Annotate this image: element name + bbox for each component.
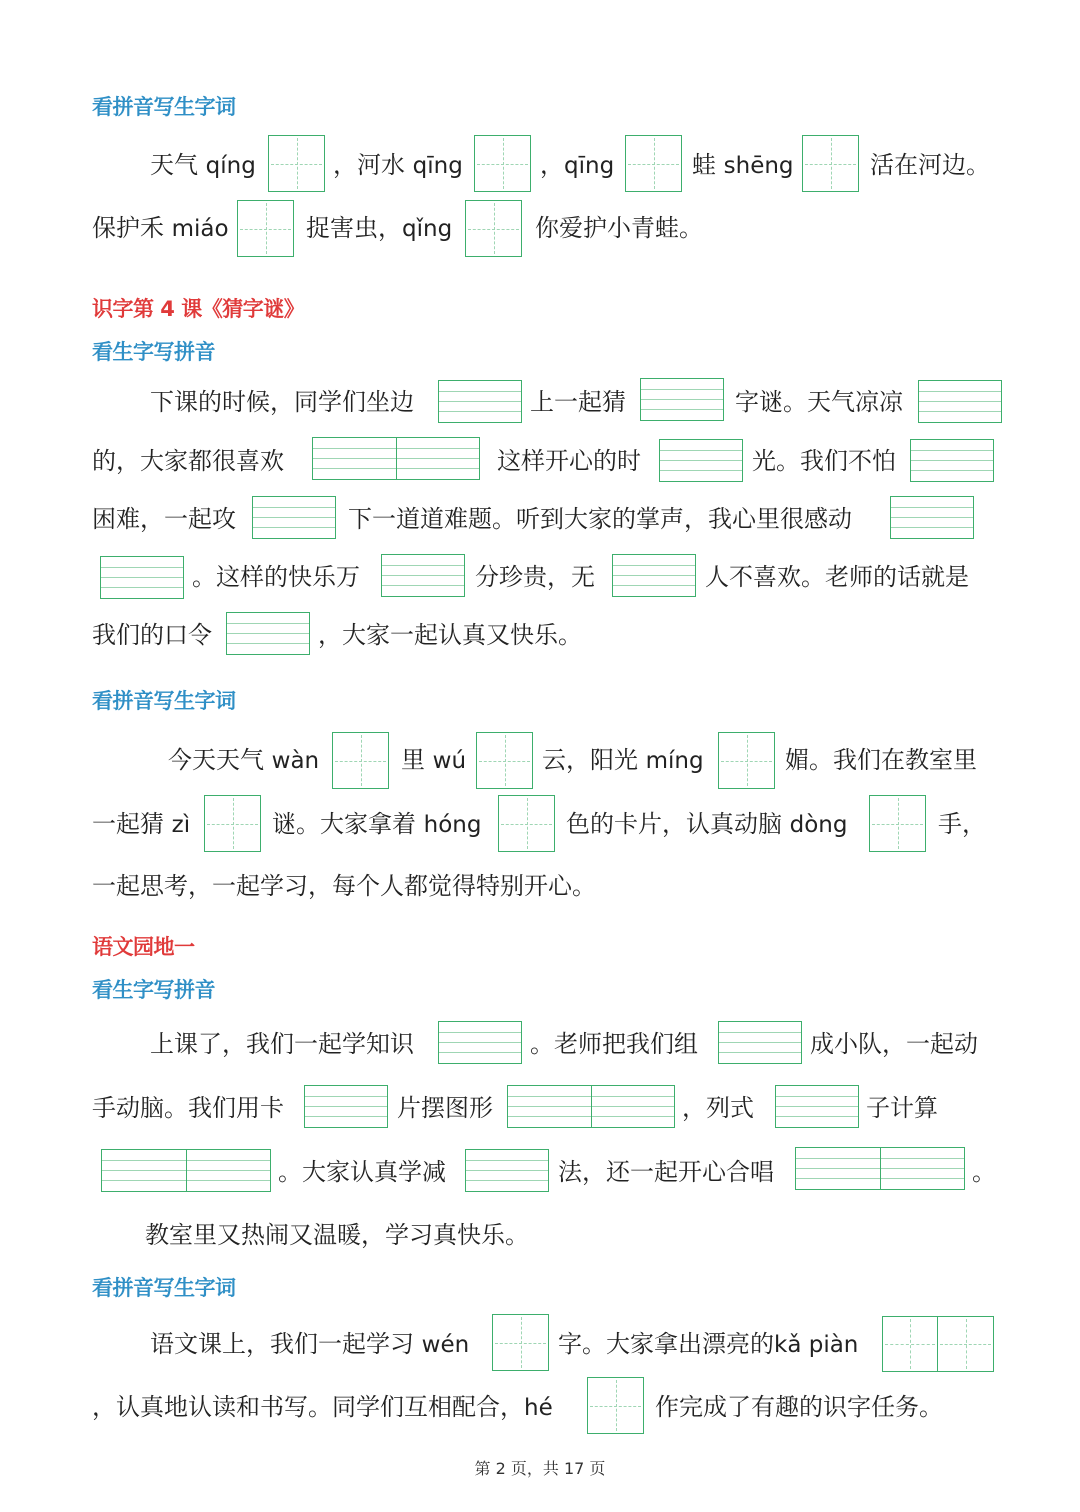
pinyin-box[interactable]	[465, 1149, 549, 1192]
exercise-line: 困难，一起攻	[92, 505, 236, 533]
pinyin: zì	[171, 812, 191, 838]
character-box[interactable]	[625, 135, 682, 192]
pinyin-box[interactable]	[910, 439, 994, 482]
text: ，河水	[333, 151, 405, 179]
character-box[interactable]	[869, 795, 926, 852]
unit-title: 语文园地一	[92, 935, 195, 959]
pinyin: hé	[524, 1395, 553, 1421]
exercise-line	[558, 1324, 858, 1365]
exercise-line	[150, 145, 256, 186]
exercise-line: 法，还一起开心合唱	[558, 1158, 774, 1186]
pinyin: qīng	[564, 153, 615, 179]
pinyin: hóng	[423, 812, 482, 838]
section-heading: 看生字写拼音	[92, 978, 215, 1002]
exercise-line	[168, 740, 319, 781]
character-box[interactable]	[802, 135, 859, 192]
pinyin-box[interactable]	[252, 496, 336, 539]
character-box[interactable]	[587, 1377, 644, 1434]
pinyin: wén	[421, 1332, 470, 1358]
text: 色的卡片，认真动脑	[566, 810, 782, 838]
exercise-line: 我们的口令	[92, 621, 212, 649]
section-heading: 看生字写拼音	[92, 340, 215, 364]
pinyin-box[interactable]	[304, 1085, 388, 1128]
exercise-line	[540, 145, 614, 186]
exercise-line: 。	[972, 1158, 996, 1186]
exercise-line: ，大家一起认真又快乐。	[318, 621, 582, 649]
exercise-line	[92, 208, 229, 249]
exercise-line	[92, 1387, 553, 1428]
exercise-line: 子计算	[866, 1094, 938, 1122]
exercise-line: 。老师把我们组	[530, 1030, 698, 1058]
exercise-line	[333, 145, 463, 186]
pinyin: wàn	[271, 748, 320, 774]
pinyin: miáo	[171, 216, 229, 242]
exercise-line: 。大家认真学减	[278, 1158, 446, 1186]
exercise-line: 人不喜欢。老师的话就是	[705, 563, 969, 591]
text: 谜。大家拿着	[272, 810, 416, 838]
pinyin-box[interactable]	[718, 1021, 802, 1064]
pinyin: qǐng	[402, 216, 453, 242]
character-box[interactable]	[268, 135, 325, 192]
section-heading: 看拼音写生字词	[92, 689, 236, 713]
character-box[interactable]	[476, 732, 533, 789]
text: 天气	[150, 151, 198, 179]
lesson-title: 识字第 4 课《猜字谜》	[92, 297, 305, 321]
exercise-line: 成小队，一起动	[810, 1030, 978, 1058]
exercise-line: 片摆图形	[397, 1094, 493, 1122]
exercise-line: 下一道道难题。听到大家的掌声，我心里很感动	[348, 505, 852, 533]
text: ，	[540, 151, 564, 179]
text: 蛙	[692, 151, 716, 179]
pinyin: shēng	[723, 153, 794, 179]
pinyin-box-double[interactable]	[101, 1149, 271, 1192]
exercise-line	[306, 208, 452, 249]
text: 字。大家拿出漂亮的	[558, 1330, 774, 1358]
exercise-line: 一起思考，一起学习，每个人都觉得特别开心。	[92, 872, 596, 900]
exercise-line	[542, 740, 704, 781]
pinyin-box[interactable]	[775, 1085, 859, 1128]
pinyin-box[interactable]	[438, 1021, 522, 1064]
pinyin-box[interactable]	[612, 554, 696, 597]
pinyin: wú	[432, 748, 467, 774]
exercise-line: 的，大家都很喜欢	[92, 447, 284, 475]
exercise-line	[92, 804, 190, 845]
character-box[interactable]	[474, 135, 531, 192]
exercise-line: 媚。我们在教室里	[785, 746, 977, 774]
character-box[interactable]	[332, 732, 389, 789]
character-box[interactable]	[465, 200, 522, 257]
character-box[interactable]	[237, 200, 294, 257]
character-box[interactable]	[882, 1316, 938, 1372]
section-heading: 看拼音写生字词	[92, 1276, 236, 1300]
pinyin: kǎ piàn	[774, 1332, 859, 1358]
pinyin-box-double[interactable]	[312, 437, 480, 480]
pinyin-box[interactable]	[890, 496, 974, 539]
text: 今天天气	[168, 746, 264, 774]
text: 一起猜	[92, 810, 164, 838]
exercise-line: 下课的时候，同学们坐边	[150, 388, 414, 416]
exercise-line: 光。我们不怕	[752, 447, 896, 475]
exercise-line: 这样开心的时	[497, 447, 641, 475]
text: 语文课上，我们一起学习	[150, 1330, 414, 1358]
exercise-line: 分珍贵，无	[475, 563, 595, 591]
exercise-line	[566, 804, 848, 845]
section-heading: 看拼音写生字词	[92, 95, 236, 119]
pinyin: míng	[645, 748, 704, 774]
exercise-line: 。这样的快乐万	[192, 563, 360, 591]
exercise-line: 手动脑。我们用卡	[92, 1094, 284, 1122]
exercise-line: 字谜。天气凉凉	[735, 388, 903, 416]
exercise-line	[150, 1324, 469, 1365]
character-box[interactable]	[937, 1316, 994, 1372]
exercise-line	[272, 804, 481, 845]
pinyin-box[interactable]	[438, 380, 522, 423]
pinyin: dòng	[789, 812, 848, 838]
exercise-line: 作完成了有趣的识字任务。	[655, 1393, 943, 1421]
text: 里	[401, 746, 425, 774]
character-box[interactable]	[498, 795, 555, 852]
text: 保护禾	[92, 214, 164, 242]
text: 云，阳光	[542, 746, 638, 774]
exercise-line: 教室里又热闹又温暖，学习真快乐。	[145, 1221, 529, 1249]
pinyin-box[interactable]	[918, 380, 1002, 423]
pinyin: qīng	[412, 153, 463, 179]
pinyin-box[interactable]	[381, 554, 465, 597]
exercise-line: 上一起猜	[530, 388, 626, 416]
pinyin-box[interactable]	[226, 612, 310, 655]
character-box[interactable]	[492, 1314, 549, 1371]
exercise-line: 活在河边。	[870, 151, 990, 179]
exercise-line: 你爱护小青蛙。	[535, 214, 703, 242]
exercise-line	[401, 740, 466, 781]
character-box[interactable]	[718, 732, 775, 789]
exercise-line: 手，	[938, 810, 986, 838]
pinyin: qíng	[205, 153, 256, 179]
pinyin-box[interactable]	[100, 556, 184, 599]
text: ，认真地认读和书写。同学们互相配合，	[92, 1393, 524, 1421]
exercise-line: ，列式	[682, 1094, 754, 1122]
pinyin-box-double[interactable]	[507, 1085, 675, 1128]
exercise-line: 上课了，我们一起学知识	[150, 1030, 414, 1058]
pinyin-box-double[interactable]	[795, 1147, 965, 1190]
page-number: 第 2 页，共 17 页	[474, 1459, 606, 1478]
exercise-line	[692, 145, 794, 186]
pinyin-box[interactable]	[659, 439, 743, 482]
pinyin-box[interactable]	[640, 378, 724, 421]
character-box[interactable]	[204, 795, 261, 852]
text: 捉害虫，	[306, 214, 402, 242]
